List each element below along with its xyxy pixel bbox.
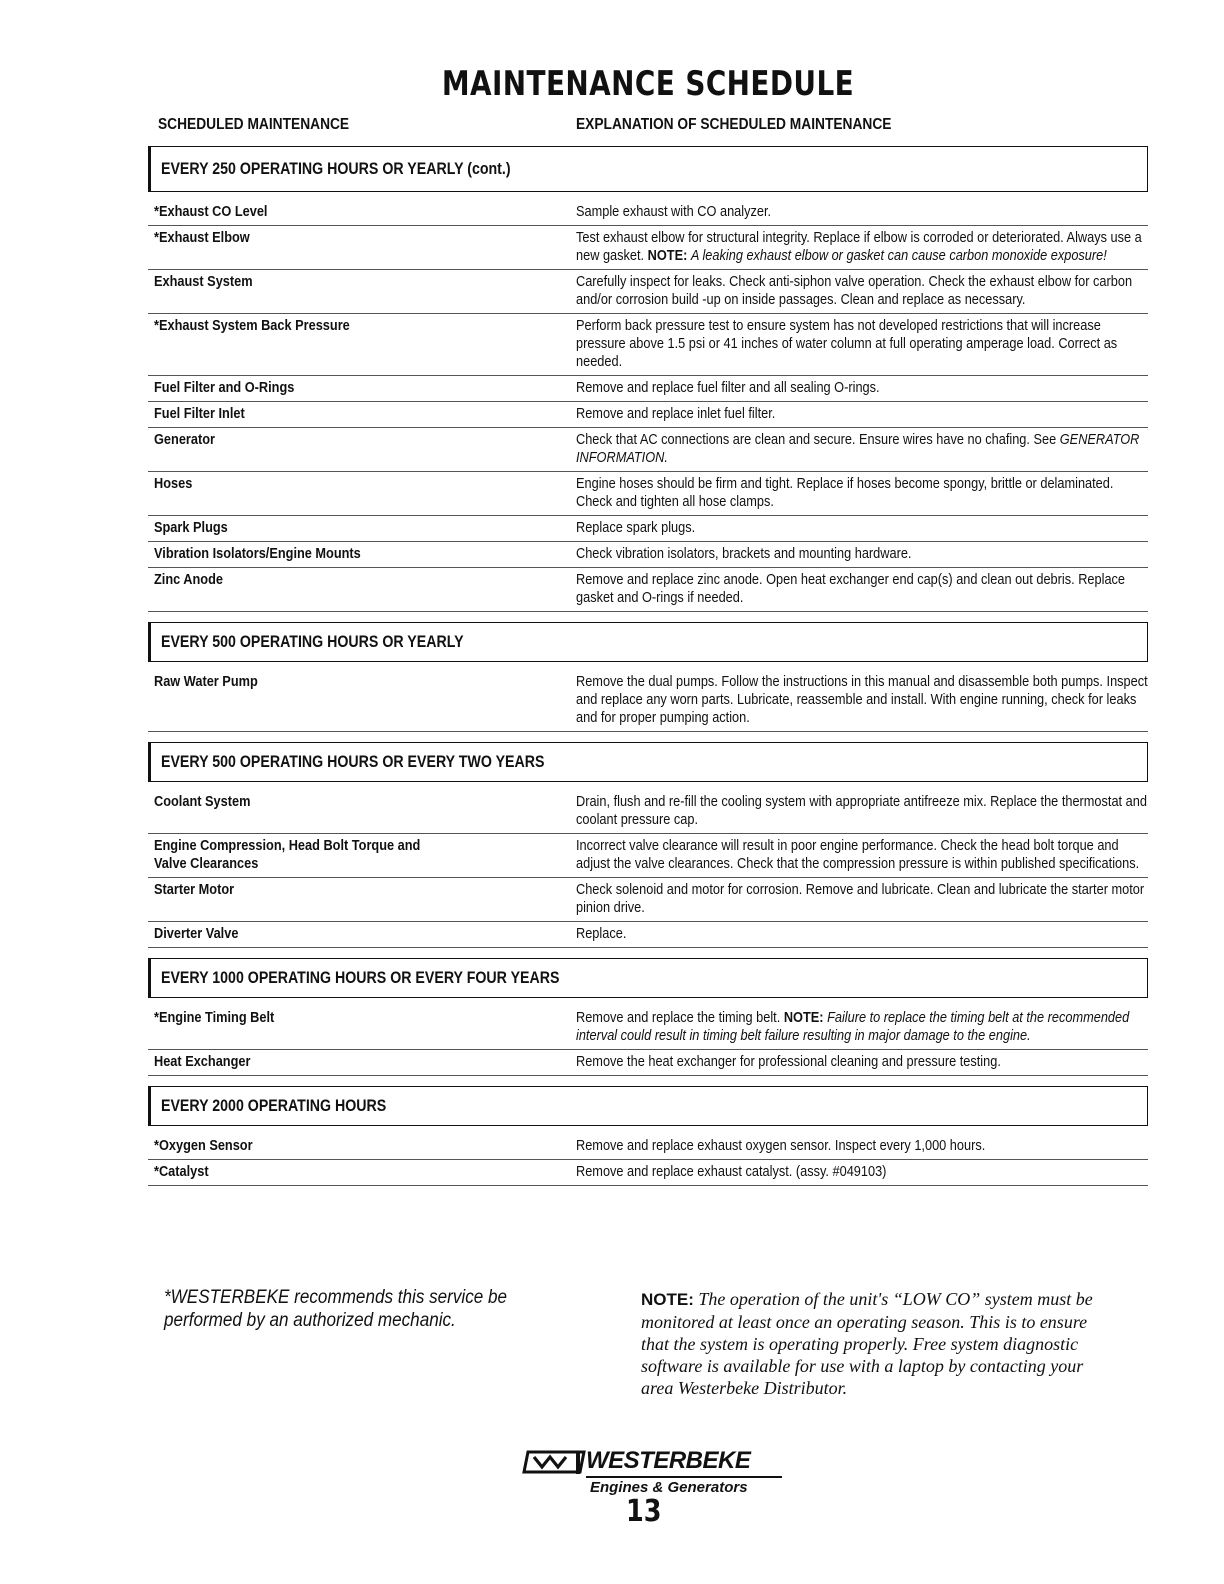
maintenance-explanation (576, 203, 1148, 221)
schedule-row (148, 922, 1148, 948)
maintenance-explanation-body (576, 793, 1148, 829)
schedule-row (148, 428, 1148, 472)
brand-tagline: Engines & Generators (590, 1479, 748, 1496)
schedule-row (148, 1050, 1148, 1076)
explanation-text: Engine hoses should be firm and tight. Replace if hoses become spongy, brittle or delaminated. Check and tighten all hose clamps. (576, 476, 1114, 510)
maintenance-item (148, 273, 576, 309)
maintenance-item (148, 673, 576, 727)
maintenance-item (148, 925, 576, 943)
explanation-text: Remove and replace exhaust catalyst. (assy. #049103) (576, 1164, 887, 1180)
maintenance-explanation (576, 673, 1148, 727)
maintenance-explanation-body (576, 1009, 1148, 1045)
maintenance-item-label: Hoses (154, 476, 193, 492)
schedule-row (148, 472, 1148, 516)
column-header-scheduled: SCHEDULED MAINTENANCE (158, 116, 350, 133)
maintenance-explanation (576, 519, 1148, 537)
interval-section-header (148, 1086, 1148, 1126)
maintenance-explanation-body (576, 317, 1148, 371)
schedule-row (148, 670, 1148, 732)
maintenance-item (148, 317, 576, 371)
explanation-text: Perform back pressure test to ensure system has not developed restrictions that will increase pressure above 1.5 psi or 41 inches of water column at full operating amperage load. Correct as needed. (576, 318, 1118, 370)
maintenance-explanation-body (576, 431, 1148, 467)
explanation-text: Remove the dual pumps. Follow the instructions in this manual and disassemble both pumps. Inspect and replace any worn parts. Lubricate, reassemble and install. With engine running, check for leaks and for proper pumping action. (576, 674, 1148, 726)
maintenance-item-label: Heat Exchanger (154, 1054, 251, 1070)
maintenance-item-label: *Engine Timing Belt (154, 1010, 275, 1026)
maintenance-explanation (576, 545, 1148, 563)
interval-section-header (148, 742, 1148, 782)
explanation-text: Remove and replace exhaust oxygen sensor. Inspect every 1,000 hours. (576, 1138, 986, 1154)
schedule-row (148, 1134, 1148, 1160)
maintenance-item (148, 475, 576, 511)
authorized-mechanic-footnote: *WESTERBEKE recommends this service be performed by an authorized mechanic. (164, 1287, 508, 1331)
interval-title: EVERY 2000 OPERATING HOURS (161, 1096, 387, 1115)
schedule-row (148, 1006, 1148, 1050)
page-title: MAINTENANCE SCHEDULE (441, 64, 855, 104)
maintenance-item (148, 203, 576, 221)
note-text: A leaking exhaust elbow or gasket can cause carbon monoxide exposure! (690, 248, 1107, 264)
schedule-row (148, 834, 1148, 878)
maintenance-item-label: Starter Motor (154, 882, 235, 898)
maintenance-item-label: Coolant System (154, 794, 251, 810)
interval-section-header (148, 958, 1148, 998)
explanation-text: Replace spark plugs. (576, 520, 696, 536)
maintenance-item (148, 431, 576, 467)
interval-section-header (148, 146, 1148, 192)
maintenance-schedule-table (148, 146, 1148, 1186)
explanation-text: Check vibration isolators, brackets and mounting hardware. (576, 546, 912, 562)
explanation-text: Drain, flush and re-fill the cooling system with appropriate antifreeze mix. Replace the thermostat and coolant pressure cap. (576, 794, 1147, 828)
maintenance-explanation-body (576, 1053, 1148, 1071)
maintenance-explanation (576, 1163, 1148, 1181)
low-co-note (641, 1288, 1111, 1399)
schedule-row (148, 270, 1148, 314)
maintenance-item-label: Exhaust System (154, 274, 253, 290)
maintenance-item (148, 1163, 576, 1181)
schedule-row (148, 790, 1148, 834)
explanation-text: Test exhaust elbow for structural integrity. Replace if elbow is corroded or deteriorated. Always use a new gasket. (576, 230, 1142, 264)
maintenance-item-label: *Exhaust CO Level (154, 204, 268, 220)
maintenance-explanation (576, 881, 1148, 917)
explanation-text: Remove and replace fuel filter and all sealing O-rings. (576, 380, 880, 396)
schedule-row (148, 878, 1148, 922)
maintenance-explanation (576, 925, 1148, 943)
maintenance-item-label: *Catalyst (154, 1164, 209, 1180)
maintenance-explanation (576, 1137, 1148, 1155)
maintenance-item (148, 793, 576, 829)
explanation-text: Replace. (576, 926, 627, 942)
maintenance-explanation (576, 1053, 1148, 1071)
maintenance-item (148, 837, 576, 873)
maintenance-item-label: Diverter Valve (154, 926, 239, 942)
explanation-text: Incorrect valve clearance will result in poor engine performance. Check the head bolt torque and adjust the valve clearances. Check that the compression pressure is within published specifications. (576, 838, 1140, 872)
maintenance-item (148, 405, 576, 423)
explanation-text: Check that AC connections are clean and secure. Ensure wires have no chafing. See (576, 432, 1057, 448)
explanation-text: Remove and replace inlet fuel filter. (576, 406, 776, 422)
maintenance-item-label: Zinc Anode (154, 572, 223, 588)
maintenance-explanation-body (576, 571, 1148, 607)
maintenance-item-label: Engine Compression, Head Bolt Torque and Valve Clearances (154, 838, 421, 872)
brand-underline (586, 1476, 782, 1478)
maintenance-explanation-body (576, 925, 1148, 943)
maintenance-explanation-body (576, 1163, 1148, 1181)
interval-title: EVERY 500 OPERATING HOURS OR EVERY TWO YEARS (161, 752, 545, 771)
explanation-text: Remove the heat exchanger for professional cleaning and pressure testing. (576, 1054, 1001, 1070)
maintenance-explanation (576, 405, 1148, 423)
maintenance-explanation-body (576, 673, 1148, 727)
note-label: NOTE: (647, 248, 688, 264)
interval-title: EVERY 1000 OPERATING HOURS OR EVERY FOUR YEARS (161, 968, 560, 987)
maintenance-item (148, 519, 576, 537)
maintenance-explanation (576, 571, 1148, 607)
interval-section-header (148, 622, 1148, 662)
maintenance-explanation-body (576, 405, 1148, 423)
maintenance-explanation-body (576, 837, 1148, 873)
maintenance-explanation (576, 431, 1148, 467)
schedule-row (148, 568, 1148, 612)
schedule-row (148, 402, 1148, 428)
explanation-text: Remove and replace zinc anode. Open heat exchanger end cap(s) and clean out debris. Replace gasket and O-rings if needed. (576, 572, 1126, 606)
schedule-row (148, 1160, 1148, 1186)
maintenance-explanation-body (576, 203, 1148, 221)
maintenance-explanation (576, 317, 1148, 371)
maintenance-item (148, 379, 576, 397)
interval-title: EVERY 250 OPERATING HOURS OR YEARLY (cont.) (161, 159, 511, 178)
schedule-row (148, 200, 1148, 226)
maintenance-item-label: Fuel Filter Inlet (154, 406, 245, 422)
maintenance-explanation (576, 1009, 1148, 1045)
maintenance-explanation (576, 475, 1148, 511)
explanation-text: Remove and replace the timing belt. (576, 1010, 781, 1026)
schedule-row (148, 376, 1148, 402)
note-text: Failure to replace the timing belt at the recommended interval could result in timing belt failure resulting in major damage to the engine. (576, 1010, 1130, 1044)
maintenance-item-label: Fuel Filter and O-Rings (154, 380, 295, 396)
maintenance-item-label: Raw Water Pump (154, 674, 258, 690)
maintenance-explanation-body (576, 1137, 1148, 1155)
maintenance-item (148, 881, 576, 917)
maintenance-explanation (576, 837, 1148, 873)
maintenance-item-label: Spark Plugs (154, 520, 228, 536)
page-number: 13 (626, 1494, 662, 1529)
maintenance-explanation (576, 273, 1148, 309)
explanation-reference: GENERATOR INFORMATION. (576, 432, 1140, 466)
maintenance-explanation-body (576, 545, 1148, 563)
maintenance-item (148, 571, 576, 607)
low-co-note-label: NOTE: (641, 1290, 694, 1309)
maintenance-explanation-body (576, 519, 1148, 537)
maintenance-item (148, 1009, 576, 1045)
schedule-row (148, 226, 1148, 270)
note-label: NOTE: (783, 1010, 824, 1026)
schedule-row (148, 314, 1148, 376)
maintenance-item (148, 545, 576, 563)
maintenance-explanation-body (576, 273, 1148, 309)
interval-title: EVERY 500 OPERATING HOURS OR YEARLY (161, 632, 464, 651)
maintenance-item (148, 1053, 576, 1071)
maintenance-explanation (576, 793, 1148, 829)
maintenance-item (148, 229, 576, 265)
maintenance-item-label: *Exhaust Elbow (154, 230, 250, 246)
maintenance-explanation-body (576, 229, 1148, 265)
westerbeke-emblem-icon (520, 1450, 588, 1474)
maintenance-explanation (576, 229, 1148, 265)
maintenance-item-label: Vibration Isolators/Engine Mounts (154, 546, 361, 562)
maintenance-explanation-body (576, 475, 1148, 511)
explanation-text: Check solenoid and motor for corrosion. Remove and lubricate. Clean and lubricate the starter motor pinion drive. (576, 882, 1145, 916)
maintenance-item-label: Generator (154, 432, 215, 448)
schedule-row (148, 516, 1148, 542)
explanation-text: Sample exhaust with CO analyzer. (576, 204, 772, 220)
maintenance-explanation (576, 379, 1148, 397)
maintenance-explanation-body (576, 379, 1148, 397)
maintenance-item-label: *Oxygen Sensor (154, 1138, 253, 1154)
explanation-text: Carefully inspect for leaks. Check anti-siphon valve operation. Check the exhaust elbow for carbon and/or corrosion build -up on inside passages. Clean and replace as necessary. (576, 274, 1133, 308)
maintenance-item (148, 1137, 576, 1155)
maintenance-item-label: *Exhaust System Back Pressure (154, 318, 350, 334)
column-header-explanation: EXPLANATION OF SCHEDULED MAINTENANCE (576, 116, 892, 133)
low-co-note-text: The operation of the unit's “LOW CO” system must be monitored at least once an operating season. This is to ensure that the system is operating properly. Free system diagnostic software is available for use with a laptop by contacting your area Westerbeke Distributor. (641, 1289, 1093, 1398)
brand-name: WESTERBEKE (586, 1447, 751, 1474)
maintenance-explanation-body (576, 881, 1148, 917)
schedule-row (148, 542, 1148, 568)
